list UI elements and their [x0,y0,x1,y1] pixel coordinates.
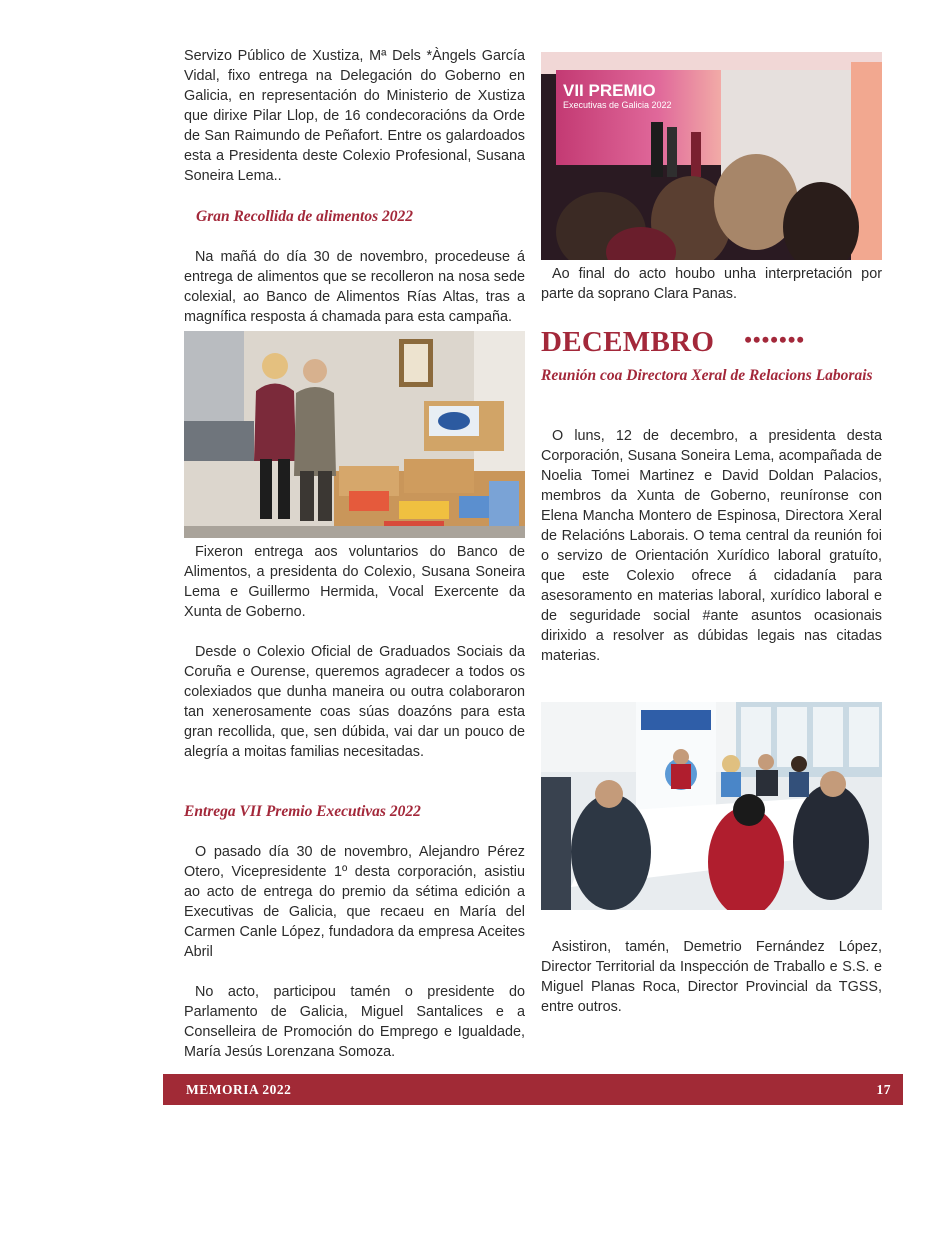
award-photo-caption: Ao final do acto houbo unha interpretación por parte da soprano Clara Panas. [541,266,882,302]
award-heading: Entrega VII Premio Executivas 2022 [184,803,421,820]
award-screen-subtitle: Executivas de Galicia 2022 [563,100,672,110]
award-screen-title: VII PREMIO [563,81,656,100]
thanks-paragraph: Desde o Colexio Oficial de Graduados Sociais da Coruña e Ourense, queremos agradecer a todos os colexiados que dunha maneira ou outra colaboraron tan xenerosamente coas súas doazóns para esta gran recollida, que, sen dúbida, vai dar un pouco de alegría a moitas familias necesitadas. [184,644,525,760]
food-donation-photo [184,331,525,538]
intro-paragraph: Servizo Público de Xustiza, Mª Dels *Àngels García Vidal, fixo entrega na Delegación do Goberno en Galicia, en representación do Ministerio de Xustiza que dirixe Pilar Llop, de 16 condecoracións da Orde de San Raimundo de Peñafort. Entre os galardoados esta a Presidenta deste Colexio Profesional, Susana Soneira Lema.. [184,48,525,184]
food-photo-caption: Fixeron entrega aos voluntarios do Banco de Alimentos, a presidenta do Colexio, Susana Soneira Lema e Guillermo Hermida, Vocal Exercente da Xunta de Goberno. [184,544,525,620]
award-paragraph-1: O pasado día 30 de novembro, Alejandro Pérez Otero, Vicepresidente 1º desta corporación, asistiu ao acto de entrega do premio da sétima edición a Executivas de Galicia, que recaeu en María del Carmen Canle López, fundadora da empresa Aceites Abril [184,844,525,960]
right-column [541,52,882,1017]
meeting-photo [541,702,882,910]
food-drive-paragraph: Na mañá do día 30 de novembro, procedeuse á entrega de alimentos que se recolleron na nosa sede colexial, ao Banco de Alimentos Rías Altas, tras a magnífica resposta á chamada para esta campaña. [184,249,525,325]
footer-label: MEMORIA 2022 [186,1081,292,1097]
award-paragraph-2: No acto, participou tamén o presidente do Parlamento de Galicia, Miguel Santalices e a Conselleira de Promoción do Emprego e Igualdade, María Jesús Lorenzana Somoza. [184,984,525,1060]
meeting-heading: Reunión coa Directora Xeral de Relacions Laborais [541,367,873,384]
meeting-photo-caption: Asistiron, tamén, Demetrio Fernández López, Director Territorial da Inspección de Traballo e S.S. e Miguel Planas Roca, Director Provincial da TGSS, entre outros. [541,939,882,1015]
meeting-paragraph: O luns, 12 de decembro, a presidenta desta Corporación, Susana Soneira Lema, acompañada de Noelia Tomei Martinez e David Doldan Palacios, membros da Xunta de Goberno, reuníronse con Elena Mancha Montero de Espinosa, Directora Xeral de Relacións Laborais. O tema central da reunión foi o servizo de Orientación Xurídico laboral gratuíto, que este Colexio ofrece á cidadanía para asesoramento en materias laboral, xurídico laboral e de seguridade social #ante asuntos ocasionais dirixido a resolver as dúbidas legais nas citadas materias. [541,428,882,664]
footer-bar [163,1074,903,1105]
award-ceremony-photo [541,52,882,260]
month-title: DECEMBRO [541,326,715,358]
month-dots: ••••••• [744,327,806,352]
award-screen [563,82,672,110]
page-number: 17 [876,1081,891,1097]
food-drive-heading: Gran Recollida de alimentos 2022 [196,208,413,225]
month-heading [541,324,882,360]
left-column [184,46,525,1062]
